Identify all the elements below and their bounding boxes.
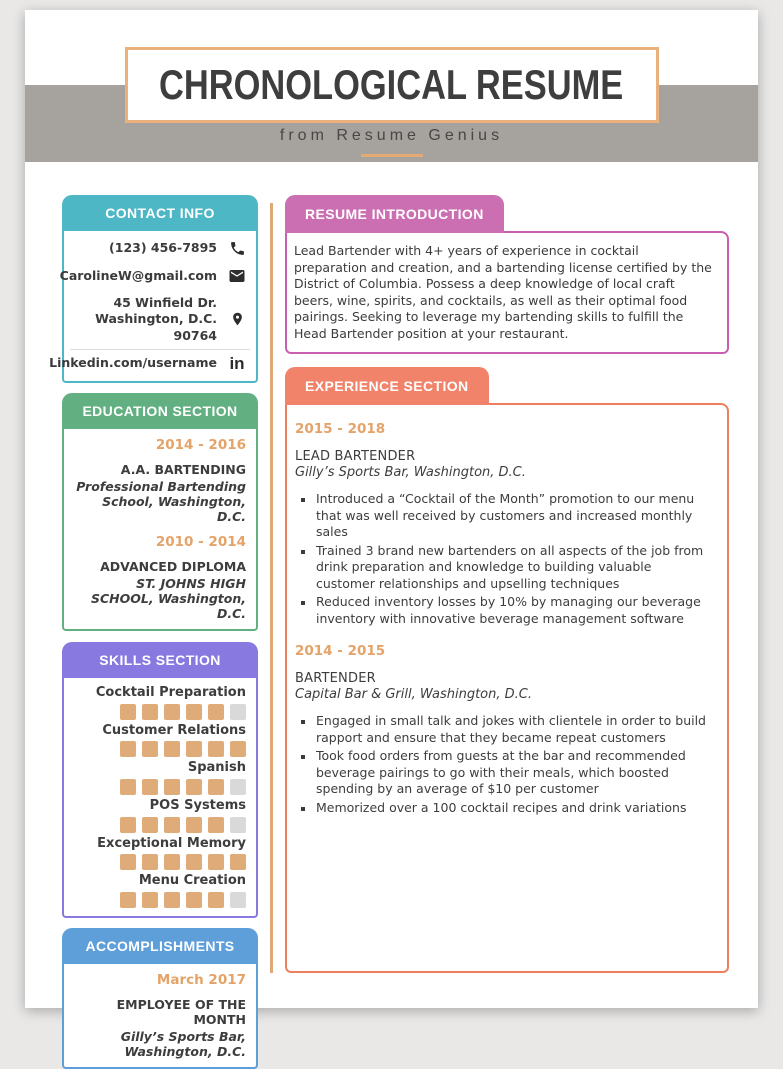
bullet-text: Introduced a “Cocktail of the Month” promotion to our menu that was well received by customers and increased monthly sales: [316, 491, 695, 539]
accomplishment-dates: March 2017: [156, 971, 246, 988]
skill-square-empty: [230, 817, 246, 833]
experience-body: [285, 403, 729, 973]
skill-square-filled: [164, 741, 180, 757]
skill-square-filled: [186, 704, 202, 720]
bullet-text: Trained 3 brand new bartenders on all aspects of the job from drink preparation and knowledge to building valuable customer relationships and upselling techniques: [316, 542, 704, 591]
bullet-text: Engaged in small talk and jokes with clientele in order to build rapport and ensure that they became repeat customers: [316, 713, 706, 745]
job-bullet-list: [295, 713, 711, 816]
contact-row-email: [59, 262, 250, 290]
contact-info-body: [49, 231, 258, 383]
education-school: Professional Bartending School, Washington, D.C.: [76, 478, 246, 525]
skill-square-filled: [142, 704, 158, 720]
location-icon: [226, 309, 248, 329]
skill-row: [74, 798, 246, 833]
skill-name: Menu Creation: [138, 873, 246, 889]
skills-body: [62, 678, 258, 918]
skill-square-filled: [164, 854, 180, 870]
resume-introduction-body: Lead Bartender with 4+ years of experience in cocktail preparation and creation, and a bartending license certified by the District of Columbia. Possess a deep knowledge of local craft beers, wine, spirits, and cocktails, as well as their optimal food pairings. Seeking to leverage my bartending skills to fulfill the Head Bartender position at your restaurant.: [285, 231, 729, 354]
skill-square-filled: [142, 892, 158, 908]
skill-square-filled: [142, 854, 158, 870]
bullet-marker: [301, 550, 305, 554]
contact-row-linkedin: [49, 349, 250, 377]
skill-row: [74, 836, 246, 871]
skill-level-meter: [74, 892, 246, 908]
email-address: CarolineW@gmail.com: [59, 267, 217, 283]
subtitle-underline: [361, 154, 423, 157]
contact-row-phone: [70, 235, 250, 262]
accomplishment-entry: [74, 972, 246, 1060]
two-column-layout: [25, 195, 758, 1060]
linkedin-url: Linkedin.com/username: [49, 355, 217, 371]
page-header: [25, 10, 758, 162]
skill-level-meter: [74, 854, 246, 870]
education-body: [62, 429, 258, 632]
skill-name: Cocktail Preparation: [95, 685, 246, 701]
accomplishments-header: ACCOMPLISHMENTS: [62, 928, 258, 964]
accomplishments-body: [62, 964, 258, 1069]
skill-square-filled: [164, 817, 180, 833]
skills-section: [62, 642, 258, 918]
skill-name: Customer Relations: [102, 722, 246, 738]
skill-square-filled: [230, 854, 246, 870]
address-line-1: 45 Winfield Dr.: [113, 295, 217, 310]
bullet-text: Took food orders from guests at the bar and recommended beverage pairings to go with their meals, which boosted spending by an average of $10 per customer: [316, 748, 686, 796]
skill-square-filled: [120, 779, 136, 795]
skill-square-filled: [186, 854, 202, 870]
job-bullet: [301, 800, 711, 817]
contact-row-address: [70, 290, 250, 349]
skill-square-filled: [208, 779, 224, 795]
phone-icon: [226, 240, 248, 257]
right-column: [285, 195, 729, 973]
education-entry: [74, 437, 246, 525]
skill-square-filled: [164, 892, 180, 908]
skill-square-filled: [142, 741, 158, 757]
skill-square-empty: [230, 779, 246, 795]
job-title: LEAD BARTENDER: [295, 449, 416, 464]
bullet-text: Memorized over a 100 cocktail recipes and drink variations: [316, 799, 687, 815]
skill-square-filled: [186, 779, 202, 795]
phone-number: (123) 456-7895: [109, 240, 217, 256]
skills-header: SKILLS SECTION: [62, 642, 258, 678]
skill-level-meter: [74, 704, 246, 720]
job-dates: 2015 - 2018: [295, 421, 386, 437]
skill-square-filled: [120, 892, 136, 908]
skill-square-filled: [208, 892, 224, 908]
skill-row: [74, 873, 246, 908]
education-dates: 2010 - 2014: [155, 533, 246, 550]
street-address: [72, 295, 217, 344]
job-bullet: [301, 543, 711, 593]
job-company: Gilly’s Sports Bar, Washington, D.C.: [295, 465, 526, 480]
education-school: ST. JOHNS HIGH SCHOOL, Washington, D.C.: [90, 575, 246, 621]
bullet-marker: [301, 601, 305, 605]
job-bullet: [301, 594, 711, 627]
job-entry: [295, 421, 711, 627]
resume-page: [25, 10, 758, 1060]
bullet-text: Reduced inventory losses by 10% by managing our beverage inventory with innovative beverage management software: [316, 594, 701, 626]
accomplishments-section: [62, 928, 258, 1069]
skill-level-meter: [74, 817, 246, 833]
resume-introduction-header: RESUME INTRODUCTION: [285, 195, 504, 233]
bullet-marker: [301, 807, 305, 811]
skill-name: Exceptional Memory: [97, 835, 246, 851]
skill-square-filled: [208, 704, 224, 720]
accomplishment-title: EMPLOYEE OF THE MONTH: [116, 996, 246, 1027]
skill-square-filled: [120, 704, 136, 720]
education-section: [62, 393, 258, 632]
skill-square-filled: [142, 779, 158, 795]
left-column: [49, 195, 258, 1060]
bullet-marker: [301, 720, 305, 724]
linkedin-icon: in: [229, 353, 245, 373]
mail-icon: [226, 267, 248, 285]
skill-square-empty: [230, 704, 246, 720]
job-company: Capital Bar & Grill, Washington, D.C.: [295, 687, 532, 702]
page-title: CHRONOLOGICAL RESUME: [159, 61, 624, 108]
skill-square-filled: [208, 817, 224, 833]
skill-square-filled: [208, 741, 224, 757]
address-line-2: Washington, D.C. 90764: [95, 311, 217, 343]
skill-square-filled: [186, 817, 202, 833]
education-header: EDUCATION SECTION: [62, 393, 258, 429]
skill-square-filled: [186, 741, 202, 757]
skill-name: Spanish: [187, 760, 246, 776]
title-box: [125, 47, 659, 123]
column-divider-line: [270, 203, 273, 973]
skill-square-filled: [186, 892, 202, 908]
accomplishment-place: Gilly’s Sports Bar, Washington, D.C.: [120, 1028, 246, 1060]
contact-info-header: CONTACT INFO: [62, 195, 258, 231]
skill-square-filled: [120, 854, 136, 870]
education-degree: A.A. BARTENDING: [120, 461, 246, 477]
experience-section: [285, 367, 729, 973]
skill-level-meter: [74, 741, 246, 757]
job-bullet: [301, 713, 711, 746]
bullet-marker: [301, 498, 305, 502]
skill-square-filled: [120, 817, 136, 833]
skill-square-empty: [230, 892, 246, 908]
experience-header: EXPERIENCE SECTION: [285, 367, 489, 405]
skill-level-meter: [74, 779, 246, 795]
job-bullet: [301, 748, 711, 798]
page-subtitle: from Resume Genius: [279, 127, 504, 144]
education-degree: ADVANCED DIPLOMA: [100, 558, 246, 574]
skill-square-filled: [208, 854, 224, 870]
job-title: BARTENDER: [295, 671, 376, 686]
skill-row: [74, 760, 246, 795]
job-bullet: [301, 491, 711, 541]
skill-name: POS Systems: [149, 798, 246, 814]
education-dates: 2014 - 2016: [155, 436, 246, 453]
skill-row: [74, 723, 246, 758]
contact-info-section: [49, 195, 258, 383]
skill-square-filled: [142, 817, 158, 833]
bullet-marker: [301, 755, 305, 759]
job-bullet-list: [295, 491, 711, 627]
skill-square-filled: [164, 704, 180, 720]
skill-square-filled: [120, 741, 136, 757]
education-entry: [74, 534, 246, 622]
skill-square-filled: [230, 741, 246, 757]
skill-square-filled: [164, 779, 180, 795]
skill-row: [74, 685, 246, 720]
job-dates: 2014 - 2015: [295, 643, 386, 659]
job-entry: [295, 643, 711, 816]
